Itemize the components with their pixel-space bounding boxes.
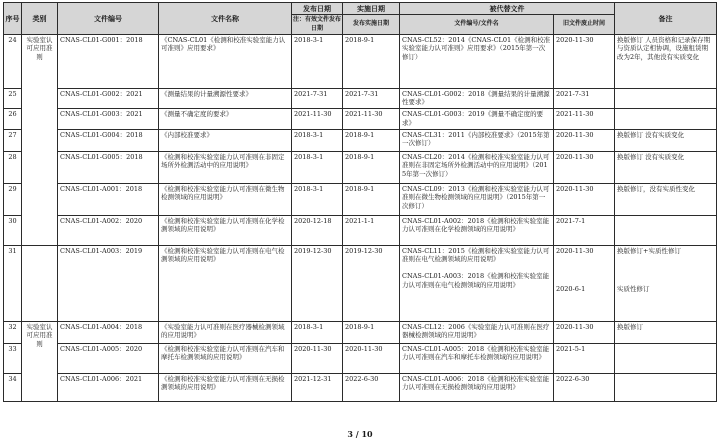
row-replaced: CNAS-CL01-G002：2018《测量结果的计量溯源性要求》	[400, 88, 554, 109]
page-number: 3 / 10	[347, 429, 373, 439]
old-stop-entry: 2020-6-1	[556, 285, 586, 294]
row-note	[615, 343, 717, 373]
row-pub-date: 2018-3-1	[292, 34, 343, 88]
row-doc-name: 《测量结果的计量溯源性要求》	[159, 88, 292, 109]
row-impl-date: 2021-1-1	[343, 215, 400, 245]
old-stop-entry: 2020-11-30	[556, 246, 594, 255]
row-pub-date: 2018-3-1	[292, 151, 343, 183]
row-replaced: CNAS-CL01-A006：2018《检测和校准实验室能力认可准则在无损检测领域的应用说明》	[400, 373, 554, 401]
row-doc-name: 《检测和校准实验室能力认可准则在非固定场所外检测活动中的应用说明》	[159, 151, 292, 183]
header-note-row: 注：有效文件发布日期	[292, 15, 343, 34]
note-entry: 换版修订+实质性修订	[617, 246, 681, 255]
row-doc-name: 《检测和校准实验室能力认可准则在电气检测领域的应用说明》	[159, 245, 292, 321]
row-old-stop	[554, 245, 615, 321]
row-replaced: CNAS-CL12：2006《实验室能力认可准则在医疗器械检测领域的应用说明》	[400, 321, 554, 343]
row-impl-date: 2018-9-1	[343, 34, 400, 88]
header-pub-date: 发布日期	[292, 3, 343, 15]
row-doc-no: CNAS-CL01-A002：2020	[58, 215, 159, 245]
row-old-stop: 2020-11-30	[554, 321, 615, 343]
replaced-entry: CNAS-CL11：2015《检测和校准实验室能力认可准则在电气检测领域的应用说明》	[402, 246, 550, 264]
table-row	[4, 215, 717, 245]
table-row	[4, 109, 717, 130]
row-old-stop: 2021-5-1	[554, 343, 615, 373]
header-note: 备注	[615, 3, 717, 35]
row-pub-date: 2019-12-30	[292, 245, 343, 321]
table-row	[4, 245, 717, 321]
row-seq: 30	[4, 215, 22, 245]
row-doc-name: 《检测和校准实验室能力认可准则在化学检测领域的应用说明》	[159, 215, 292, 245]
row-replaced	[400, 245, 554, 321]
row-seq: 32	[4, 321, 22, 343]
row-note	[615, 215, 717, 245]
table-row	[4, 343, 717, 373]
row-replaced: CNAS-CL01-A005：2018《检测和校准实验室能力认可准则在汽车和摩托车检测领域的应用说明》	[400, 343, 554, 373]
row-doc-name: 《检测和校准实验室能力认可准则在无损检测领域的应用说明》	[159, 373, 292, 401]
row-old-stop: 2020-11-30	[554, 129, 615, 151]
row-impl-date: 2021-11-30	[343, 109, 400, 130]
row-note: 换版修订，没有实质性变化	[615, 183, 717, 215]
table-row	[4, 373, 717, 401]
note-entry: 实质性修订	[617, 285, 650, 294]
row-impl-date: 2018-9-1	[343, 321, 400, 343]
row-replaced: CNAS-CL01-A002：2018《检测和校准实验室能力认可准则在化学检测领域的应用说明》	[400, 215, 554, 245]
row-pub-date: 2018-3-1	[292, 129, 343, 151]
table-row	[4, 34, 717, 88]
row-pub-date: 2021-12-31	[292, 373, 343, 401]
header-category: 类别	[22, 3, 58, 35]
row-seq: 31	[4, 245, 22, 321]
row-replaced: CNAS-CL31：2011《内部校准要求》（2015年第一次修订）	[400, 129, 554, 151]
header-old-stop: 旧文件废止时间	[554, 15, 615, 34]
row-seq: 29	[4, 183, 22, 215]
row-impl-date: 2022-6-30	[343, 373, 400, 401]
row-doc-name: 《检测和校准实验室能力认可准则在汽车和摩托车检测领域的应用说明》	[159, 343, 292, 373]
row-doc-no: CNAS-CL01-G001：2018	[58, 34, 159, 88]
row-pub-date: 2021-11-30	[292, 109, 343, 130]
row-seq: 25	[4, 88, 22, 109]
header-doc-name: 文件名称	[159, 3, 292, 35]
row-doc-name: 《实验室能力认可准则在医疗器械检测领域的应用说明》	[159, 321, 292, 343]
row-seq: 28	[4, 151, 22, 183]
row-replaced: CNAS-CL09：2013《检测和校准实验室能力认可准则在微生物检测领域的应用说明》（2015年第一次修订）	[400, 183, 554, 215]
row-impl-date: 2020-11-30	[343, 343, 400, 373]
row-note: 换版修订 没有实质变化	[615, 129, 717, 151]
row-impl-date: 2018-9-1	[343, 129, 400, 151]
header-replaced: 被代替文件	[400, 3, 615, 15]
row-old-stop: 2020-11-30	[554, 34, 615, 88]
row-seq: 27	[4, 129, 22, 151]
row-old-stop: 2021-7-1	[554, 215, 615, 245]
category-cell: 实验室认可应用准则	[22, 34, 58, 245]
row-old-stop: 2022-6-30	[554, 373, 615, 401]
row-note: 换版修订 没有实质变化	[615, 151, 717, 183]
row-doc-no: CNAS-CL01-G002：2021	[58, 88, 159, 109]
row-replaced: CNAS-CL01-G003：2019《测量不确定度的要求》	[400, 109, 554, 130]
row-doc-name: 《测量不确定度的要求》	[159, 109, 292, 130]
header-impl-date: 实施日期	[343, 3, 400, 15]
header-row	[4, 3, 717, 15]
row-doc-no: CNAS-CL01-A003：2019	[58, 245, 159, 321]
row-replaced: CNAS-CL52：2014《CNAS-CL01《检测和校准实验室能力认可准则》应用要求》（2015年第一次修订）	[400, 34, 554, 88]
row-pub-date: 2020-12-18	[292, 215, 343, 245]
row-note: 换版修订 人员资格和记录保存期与资质认定相协调，设施租赁期改为2年，其他没有实质变化	[615, 34, 717, 88]
header-doc-no: 文件编号	[58, 3, 159, 35]
category-cell-blank	[22, 245, 58, 321]
row-pub-date: 2020-11-30	[292, 343, 343, 373]
row-note	[615, 109, 717, 130]
row-pub-date: 2018-3-1	[292, 321, 343, 343]
row-pub-date: 2021-7-31	[292, 88, 343, 109]
header-impl-sub: 发布实施日期	[343, 15, 400, 34]
row-impl-date: 2019-12-30	[343, 245, 400, 321]
row-old-stop: 2021-11-30	[554, 109, 615, 130]
table-row	[4, 321, 717, 343]
row-seq: 34	[4, 373, 22, 401]
replaced-entry: CNAS-CL01-A003：2018《检测和校准实验室能力认可准则在电气检测领域的应用说明》	[402, 272, 550, 289]
table-row	[4, 88, 717, 109]
row-replaced: CNAS-CL20：2014《检测和校准实验室能力认可准则在非固定场所外检测活动中的应用说明》（2015年第一次修订）	[400, 151, 554, 183]
row-doc-name: 《CNAS-CL01《检测和校准实验室能力认可准则》应用要求》	[159, 34, 292, 88]
row-old-stop: 2020-11-30	[554, 151, 615, 183]
row-old-stop: 2021-7-31	[554, 88, 615, 109]
row-seq: 26	[4, 109, 22, 130]
row-doc-no: CNAS-CL01-A004：2018	[58, 321, 159, 343]
header-seq: 序号	[4, 3, 22, 35]
category-cell: 实验室认可应用准则	[22, 321, 58, 401]
header-replaced-sub: 文件编号/文件名	[400, 15, 554, 34]
row-doc-no: CNAS-CL01-G005：2018	[58, 151, 159, 183]
row-note	[615, 373, 717, 401]
document-table	[3, 2, 717, 402]
row-impl-date: 2021-7-31	[343, 88, 400, 109]
table-row	[4, 151, 717, 183]
row-note	[615, 88, 717, 109]
row-doc-name: 《检测和校准实验室能力认可准则在微生物检测领域的应用说明》	[159, 183, 292, 215]
row-pub-date: 2018-3-1	[292, 183, 343, 215]
row-note	[615, 245, 717, 321]
row-impl-date: 2018-9-1	[343, 183, 400, 215]
row-seq: 33	[4, 343, 22, 373]
row-impl-date: 2018-9-1	[343, 151, 400, 183]
row-doc-name: 《内部校准要求》	[159, 129, 292, 151]
row-old-stop: 2020-11-30	[554, 183, 615, 215]
row-seq: 24	[4, 34, 22, 88]
row-doc-no: CNAS-CL01-G004：2018	[58, 129, 159, 151]
row-note: 换版修订	[615, 321, 717, 343]
row-doc-no: CNAS-CL01-A006：2021	[58, 373, 159, 401]
table-row	[4, 129, 717, 151]
row-doc-no: CNAS-CL01-A005：2020	[58, 343, 159, 373]
row-doc-no: CNAS-CL01-A001：2018	[58, 183, 159, 215]
table-row	[4, 183, 717, 215]
row-doc-no: CNAS-CL01-G003：2021	[58, 109, 159, 130]
